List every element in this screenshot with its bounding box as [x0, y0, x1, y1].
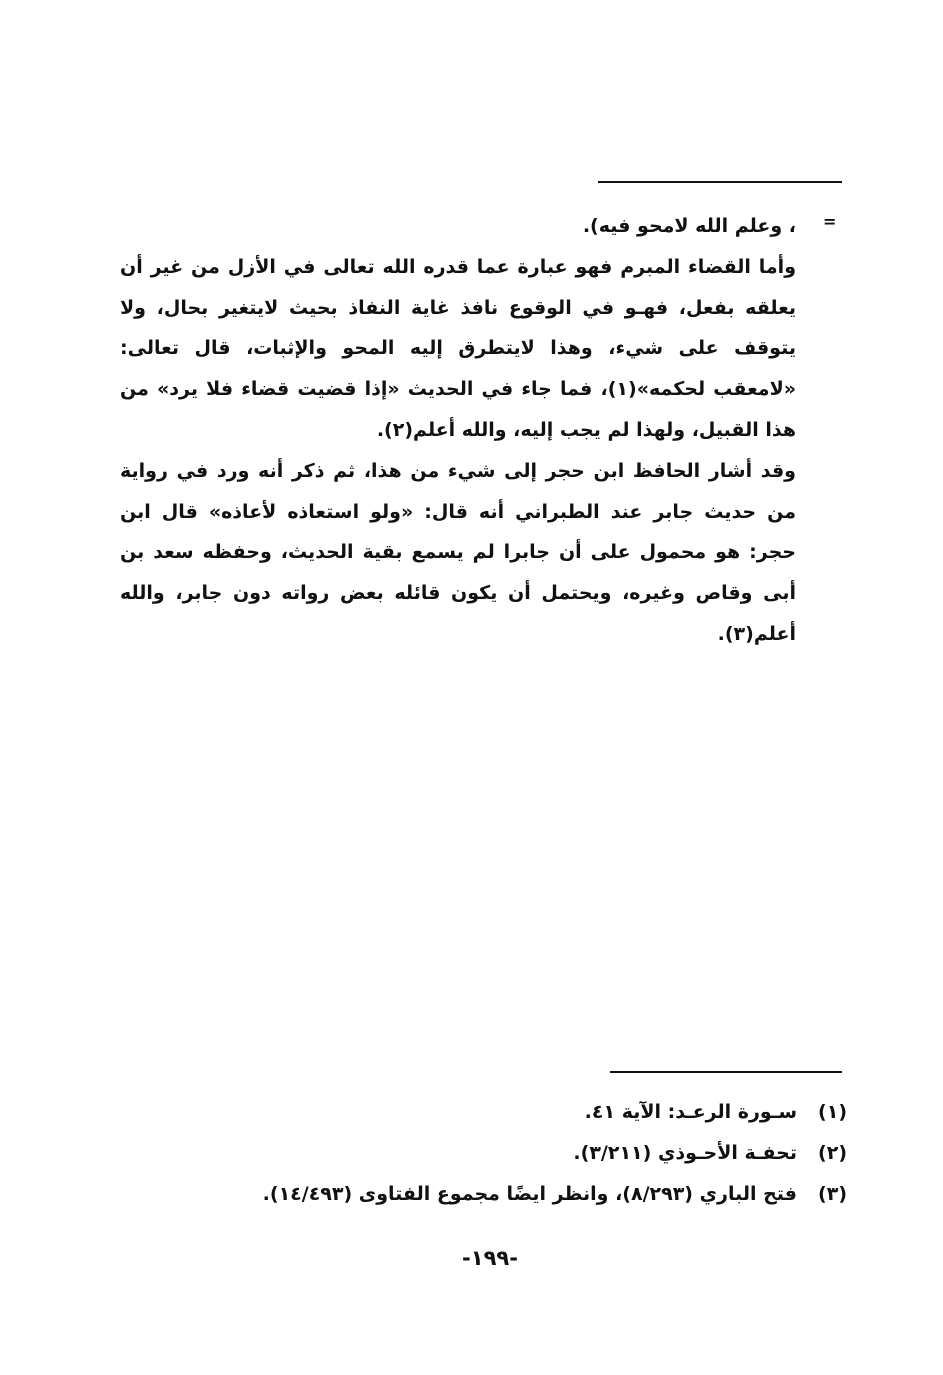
paragraph-3: وقد أشار الحافظ ابن حجر إلى شيء من هذا، ثم ذكر أنه ورد في رواية من حديث جابر عند الطبراني أنه قال: «ولو استعاذه لأعاذه» قال ابن حجر: هو محمول على أن جابرا لم يسمع بقية الحديث، وحفظه سعد بن أبى وقاص وغيره، ويحتمل أن يكون قائله بعض رواته دون جابر، والله أعلم(٣).: [120, 459, 796, 645]
main-text: [120, 206, 796, 655]
footnote-number: (٣): [818, 1183, 847, 1205]
footnote-text: سـورة الرعـد: الآية ٤١.: [584, 1101, 797, 1123]
top-separator-rule: [598, 181, 842, 183]
footnote-text: تحفـة الأحـوذي (٣/٢١١).: [573, 1142, 797, 1164]
footnote-separator-rule: [610, 1071, 842, 1073]
footnote-text: فتح الباري (٨/٢٩٣)، وانظر ايضًا مجموع الفتاوى (١٤/٤٩٣).: [262, 1183, 797, 1205]
footnote-2: [150, 1133, 847, 1174]
page-number: -١٩٩-: [462, 1246, 518, 1270]
paragraph-1: ، وعلم الله لامحو فيه).: [582, 215, 796, 237]
footnote-number: (٢): [818, 1142, 847, 1164]
footnote-3: [150, 1174, 847, 1215]
footnote-number: (١): [818, 1101, 847, 1123]
footnote-1: [150, 1092, 847, 1133]
continuation-marker: =: [823, 212, 837, 231]
footnotes: [150, 1092, 847, 1215]
paragraph-2: وأما القضاء المبرم فهو عبارة عما قدره الله تعالى في الأزل من غير أن يعلقه بفعل، فهـو في الوقوع نافذ غاية النفاذ بحيث لايتغير بحال، ولا يتوقف على شيء، وهذا لايتطرق إليه المحو والإثبات، قال تعالى: «لامعقب لحكمه»(١)، فما جاء في الحديث «إذا قضيت قضاء فلا يرد» من هذا القبيل، ولهذا لم يجب إليه، والله أعلم(٢).: [120, 255, 796, 441]
